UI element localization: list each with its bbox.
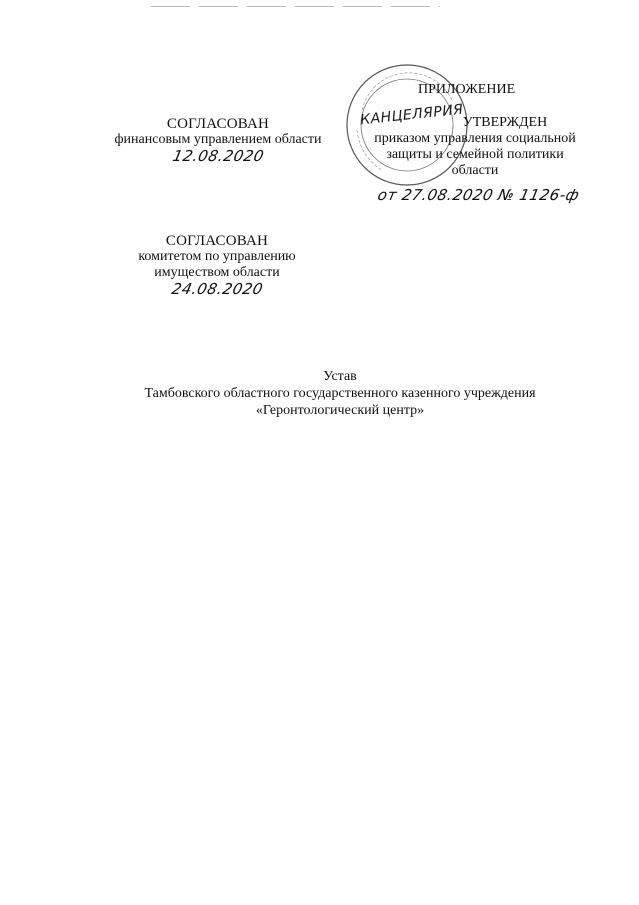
top-scan-line <box>150 6 440 7</box>
approved-line1: приказом управления социальной <box>374 131 576 146</box>
approved-line3: области <box>451 163 499 178</box>
stamp-word: КАНЦЕЛЯРИЯ <box>359 101 465 129</box>
approval-org-line2: имуществом области <box>154 265 280 280</box>
order-reference: от 27.08.2020 № 1126-ф <box>376 186 582 204</box>
approval-finance <box>98 116 338 166</box>
approval-property <box>112 233 322 299</box>
approval-order <box>359 101 590 205</box>
approval-date: 12.08.2020 <box>170 147 266 165</box>
approval-org-line1: комитетом по управлению <box>138 249 296 264</box>
approved-title: УТВЕРЖДЕН <box>462 115 548 130</box>
approval-org: финансовым управлением области <box>114 132 322 147</box>
approved-line2: защиты и семейной политики <box>386 147 564 162</box>
title-line1: Устав <box>323 369 357 384</box>
title-line2: Тамбовского областного государственного казенного учреждения <box>144 386 536 401</box>
approval-date: 24.08.2020 <box>169 280 265 298</box>
approval-title: СОГЛАСОВАН <box>165 233 269 249</box>
appendix-label: ПРИЛОЖЕНИЕ <box>418 82 516 97</box>
approval-title: СОГЛАСОВАН <box>166 116 270 132</box>
document-title <box>80 368 600 419</box>
title-line3: «Геронтологический центр» <box>255 403 425 418</box>
